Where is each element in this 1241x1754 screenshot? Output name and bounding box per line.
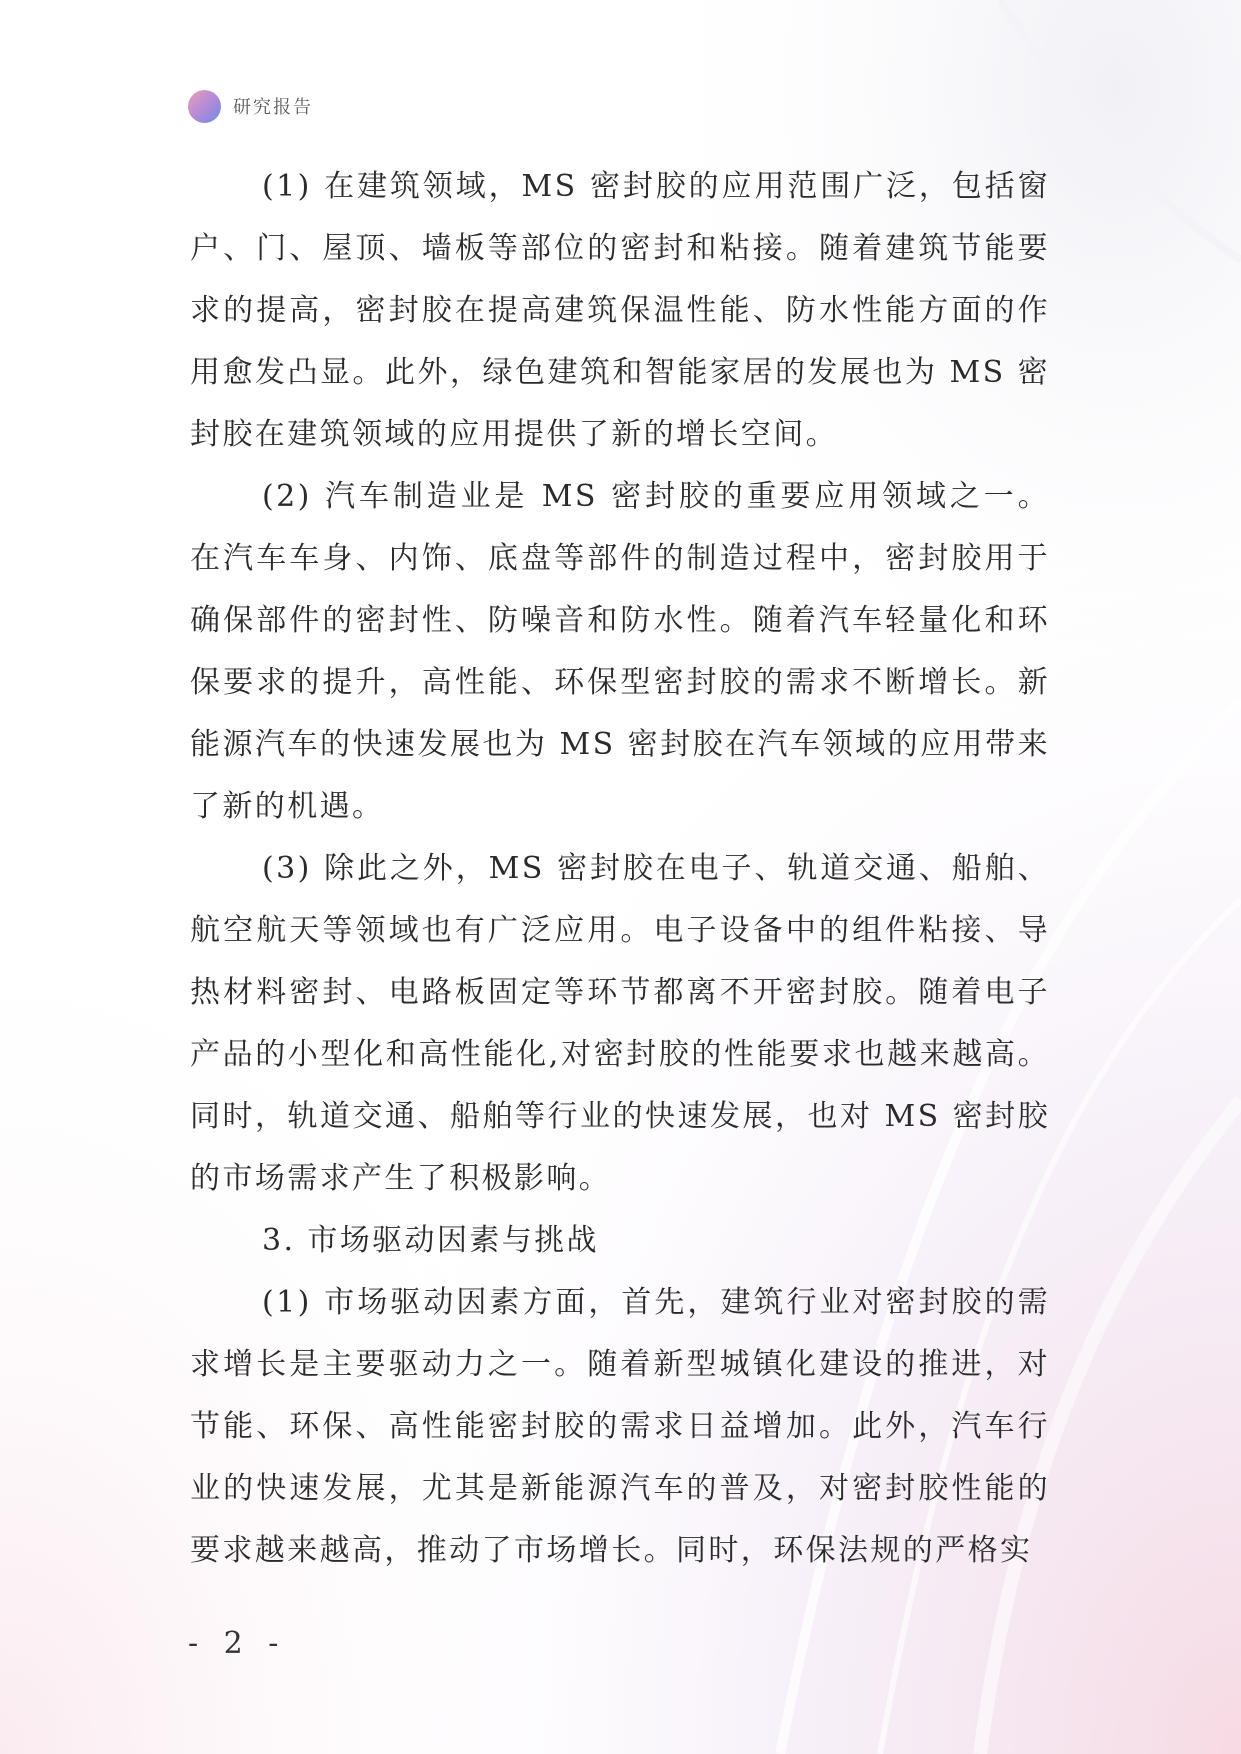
section-heading: 3. 市场驱动因素与挑战 <box>262 1223 599 1258</box>
paragraph-market-drivers: (1) 市场驱动因素方面，首先，建筑行业对密封胶的需求增长是主要驱动力之一。随着新型城镇化建设的推进，对节能、环保、高性能密封胶的需求日益增加。此外，汽车行业的快速发展，尤其是新能源汽车的普及，对密封胶性能的要求越来越高，推动了市场增长。同时，环保法规的严格实 <box>190 1285 1050 1568</box>
report-header <box>188 88 313 124</box>
page-number: - 2 - <box>188 1626 287 1661</box>
paragraph-automotive: (2) 汽车制造业是 MS 密封胶的重要应用领域之一。在汽车车身、内饰、底盘等部件的制造过程中，密封胶用于确保部件的密封性、防噪音和防水性。随着汽车轻量化和环保要求的提升，高性能、环保型密封胶的需求不断增长。新能源汽车的快速发展也为 MS 密封胶在汽车领域的应用带来了新的机遇。 <box>190 479 1050 824</box>
logo-icon <box>188 90 221 123</box>
header-title: 研究报告 <box>233 97 313 118</box>
paragraph-other-fields: (3) 除此之外，MS 密封胶在电子、轨道交通、船舶、航空航天等领域也有广泛应用。电子设备中的组件粘接、导热材料密封、电路板固定等环节都离不开密封胶。随着电子产品的小型化和高性能化,对密封胶的性能要求也越来越高。同时，轨道交通、船舶等行业的快速发展，也对 MS 密封胶的市场需求产生了积极影响。 <box>190 851 1050 1196</box>
paragraph-construction: (1) 在建筑领域，MS 密封胶的应用范围广泛，包括窗户、门、屋顶、墙板等部位的密封和粘接。随着建筑节能要求的提高，密封胶在提高建筑保温性能、防水性能方面的作用愈发凸显。此外，绿色建筑和智能家居的发展也为 MS 密封胶在建筑领域的应用提供了新的增长空间。 <box>190 169 1050 452</box>
document-body <box>190 156 1050 1582</box>
